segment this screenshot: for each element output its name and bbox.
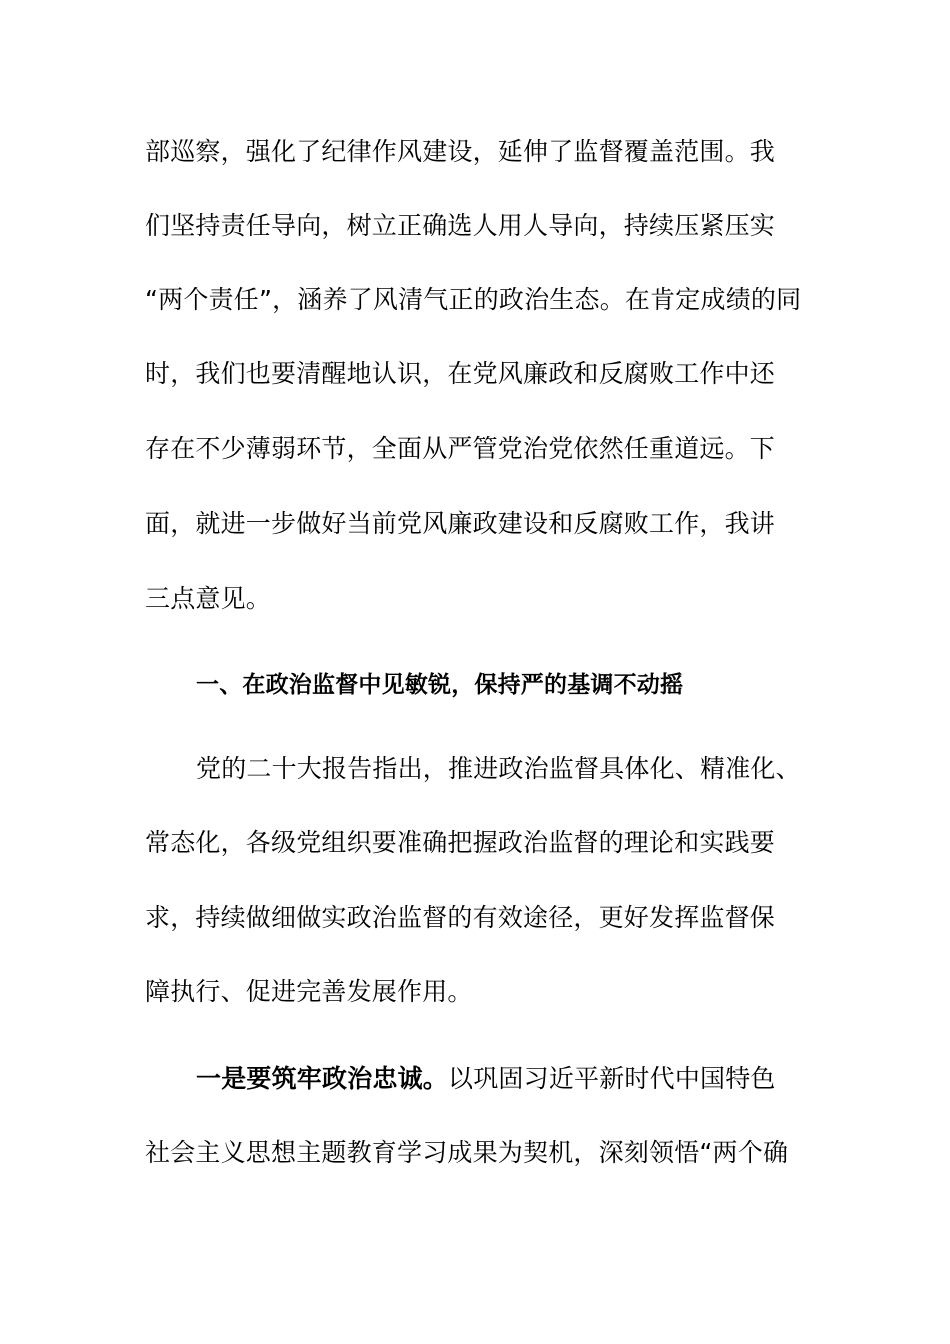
paragraph-line: “两个责任”，涵养了风清气正的政治生态。在肯定成绩的同 <box>145 285 802 314</box>
paragraph-line: 面，就进一步做好当前党风廉政建设和反腐败工作，我讲 <box>145 509 776 538</box>
paragraph-line: 时，我们也要清醒地认识，在党风廉政和反腐败工作中还 <box>145 359 776 388</box>
paragraph-line: 三点意见。 <box>145 584 272 613</box>
paragraph-line: 障执行、促进完善发展作用。 <box>145 977 473 1006</box>
paragraph-line: 求，持续做细做实政治监督的有效途径，更好发挥监督保 <box>145 903 776 932</box>
paragraph-text: 以巩固习近平新时代中国特色 <box>448 1064 776 1093</box>
paragraph-line: 存在不少薄弱环节，全面从严管党治党依然任重道远。下 <box>145 434 776 463</box>
paragraph-line: 们坚持责任导向，树立正确选人用人导向，持续压紧压实 <box>145 211 776 240</box>
paragraph-line: 党的二十大报告指出，推进政治监督具体化、精准化、 <box>196 754 801 783</box>
paragraph-line <box>196 1064 776 1094</box>
paragraph-line: 社会主义思想主题教育学习成果为契机，深刻领悟“两个确 <box>145 1138 789 1167</box>
paragraph-line: 常态化，各级党组织要准确把握政治监督的理论和实践要 <box>145 828 776 857</box>
paragraph-line: 部巡察，强化了纪律作风建设，延伸了监督覆盖范围。我 <box>145 137 776 166</box>
section-heading: 一、在政治监督中见敏锐，保持严的基调不动摇 <box>196 672 684 698</box>
bold-lead-text: 一是要筑牢政治忠诚。 <box>196 1064 449 1093</box>
